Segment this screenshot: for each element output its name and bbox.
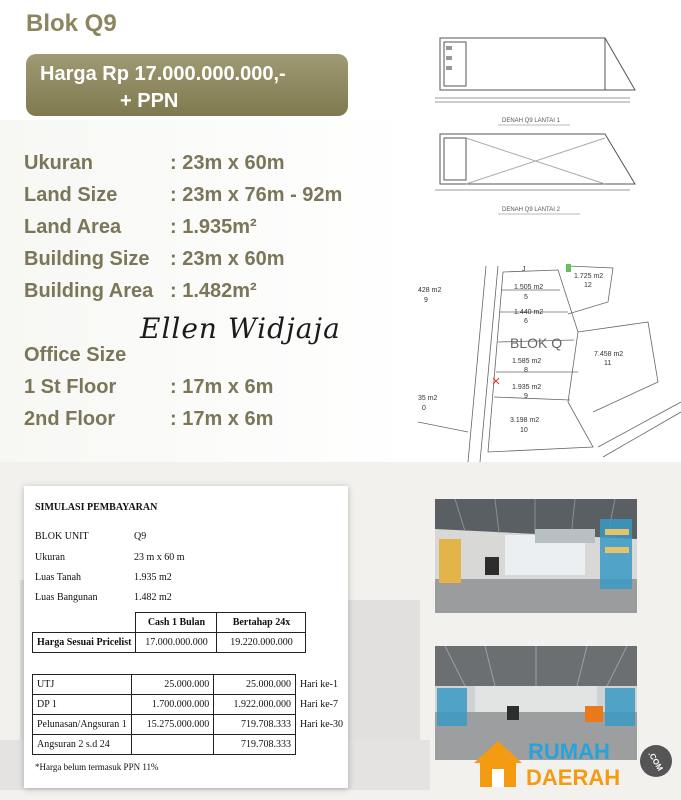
warehouse-render-1 <box>435 499 637 613</box>
harga-cash: 17.000.000.000 <box>136 633 217 653</box>
payment-simulation-card <box>24 486 348 788</box>
spec-label-building-area: Building Area <box>24 280 154 302</box>
logo-text-rumah: RUMAH <box>528 739 610 764</box>
site-lot-area: 3.198 m2 <box>510 417 540 424</box>
table-row <box>33 735 348 755</box>
page-title: Blok Q9 <box>26 10 117 37</box>
site-lot-no: 8 <box>524 367 528 374</box>
house-icon <box>474 741 522 787</box>
spec-label-ukuran: Ukuran <box>24 152 93 174</box>
office-heading: Office Size <box>24 344 127 366</box>
site-right-lot-area: 1.725 m2 <box>574 273 604 280</box>
column-header-cash: Cash 1 Bulan <box>136 613 217 633</box>
info-value: 1.935 m2 <box>134 572 172 583</box>
row-bertahap: 719.708.333 <box>214 715 296 735</box>
row-bertahap: 25.000.000 <box>214 675 296 695</box>
site-right-lot-area: 7.458 m2 <box>594 351 624 358</box>
price-table <box>32 612 306 653</box>
row-cash: 15.275.000.000 <box>131 715 214 735</box>
logo-badge-com: .COM <box>646 749 665 773</box>
site-lot-no: 5 <box>524 294 528 301</box>
installment-table <box>32 674 348 755</box>
floor-plan-2-caption: DENAH Q9 LANTAI 2 <box>502 207 560 213</box>
table-row <box>33 695 348 715</box>
table-cell <box>33 613 136 633</box>
row-cash: 25.000.000 <box>131 675 214 695</box>
site-left-lot-area: 35 m2 <box>418 395 438 402</box>
row-label: UTJ <box>33 675 132 695</box>
spec-value-land-size: : 23m x 76m - 92m <box>170 184 343 206</box>
table-row <box>33 715 348 735</box>
spec-value-ukuran: : 23m x 60m <box>170 152 285 174</box>
table-row <box>33 675 348 695</box>
info-key: BLOK UNIT <box>35 531 89 542</box>
row-note: Hari ke-1 <box>299 679 338 690</box>
spec-value-land-area: : 1.935m² <box>170 216 257 238</box>
row-cash: 1.700.000.000 <box>131 695 214 715</box>
office-value-1st-floor: : 17m x 6m <box>170 376 274 398</box>
row-bertahap: 719.708.333 <box>214 735 296 755</box>
info-value: Q9 <box>134 531 147 542</box>
info-key: Luas Bangunan <box>35 592 98 603</box>
site-left-lot-no: 9 <box>424 297 428 304</box>
table-row <box>33 633 306 653</box>
site-lot-no: 9 <box>524 393 528 400</box>
office-label-2nd-floor: 2nd Floor <box>24 408 116 430</box>
site-lot-area: 1.440 m2 <box>514 309 544 316</box>
footnote: *Harga belum termasuk PPN 11% <box>35 762 159 772</box>
spec-label-building-size: Building Size <box>24 248 150 270</box>
price-line-1: Harga Rp 17.000.000.000,- <box>40 63 286 85</box>
site-lot-no: 6 <box>524 318 528 325</box>
signature: Ellen Widjaja <box>140 312 341 345</box>
logo-text-daerah: DAERAH <box>526 765 621 790</box>
row-label: Angsuran 2 s.d 24 <box>33 735 132 755</box>
simulation-title: SIMULASI PEMBAYARAN <box>35 502 158 513</box>
site-lot-no: 10 <box>520 427 528 434</box>
row-cash <box>131 735 214 755</box>
site-left-lot-area: 428 m2 <box>418 287 442 294</box>
row-label: Pelunasan/Angsuran 1 <box>33 715 132 735</box>
office-label-1st-floor: 1 St Floor <box>24 376 117 398</box>
site-lot-area: 1.935 m2 <box>512 384 542 391</box>
price-line-2: + PPN <box>120 90 179 112</box>
site-lot-area: 1.585 m2 <box>512 358 542 365</box>
harga-bertahap: 19.220.000.000 <box>217 633 306 653</box>
spec-label-land-area: Land Area <box>24 216 122 238</box>
spec-label-land-size: Land Size <box>24 184 118 206</box>
column-header-bertahap: Bertahap 24x <box>217 613 306 633</box>
site-top-lot: J <box>522 266 526 273</box>
site-block-label: BLOK Q <box>510 335 563 351</box>
office-value-2nd-floor: : 17m x 6m <box>170 408 274 430</box>
spec-value-building-size: : 23m x 60m <box>170 248 285 270</box>
info-value: 23 m x 60 m <box>134 552 185 563</box>
spec-value-building-area: : 1.482m² <box>170 280 257 302</box>
row-note: Hari ke-30 <box>299 719 343 730</box>
floor-plan-2 <box>430 128 640 220</box>
site-plan <box>418 262 681 462</box>
floor-plan-1-caption: DENAH Q9 LANTAI 1 <box>502 118 560 124</box>
floor-plan-1 <box>430 30 640 130</box>
site-right-lot-no: 12 <box>584 282 592 289</box>
row-note <box>295 735 347 755</box>
site-right-lot-no: 11 <box>604 360 612 367</box>
row-label: DP 1 <box>33 695 132 715</box>
rumah-daerah-logo <box>470 735 675 800</box>
price-badge <box>26 54 348 116</box>
info-value: 1.482 m2 <box>134 592 172 603</box>
harga-label: Harga Sesuai Pricelist <box>33 633 136 653</box>
site-green-marker <box>566 264 571 272</box>
table-row <box>33 613 306 633</box>
row-bertahap: 1.922.000.000 <box>214 695 296 715</box>
site-left-lot-no: 0 <box>422 405 426 412</box>
info-key: Ukuran <box>35 552 65 563</box>
site-lot-area: 1.505 m2 <box>514 284 544 291</box>
row-note: Hari ke-7 <box>299 699 338 710</box>
info-key: Luas Tanah <box>35 572 82 583</box>
